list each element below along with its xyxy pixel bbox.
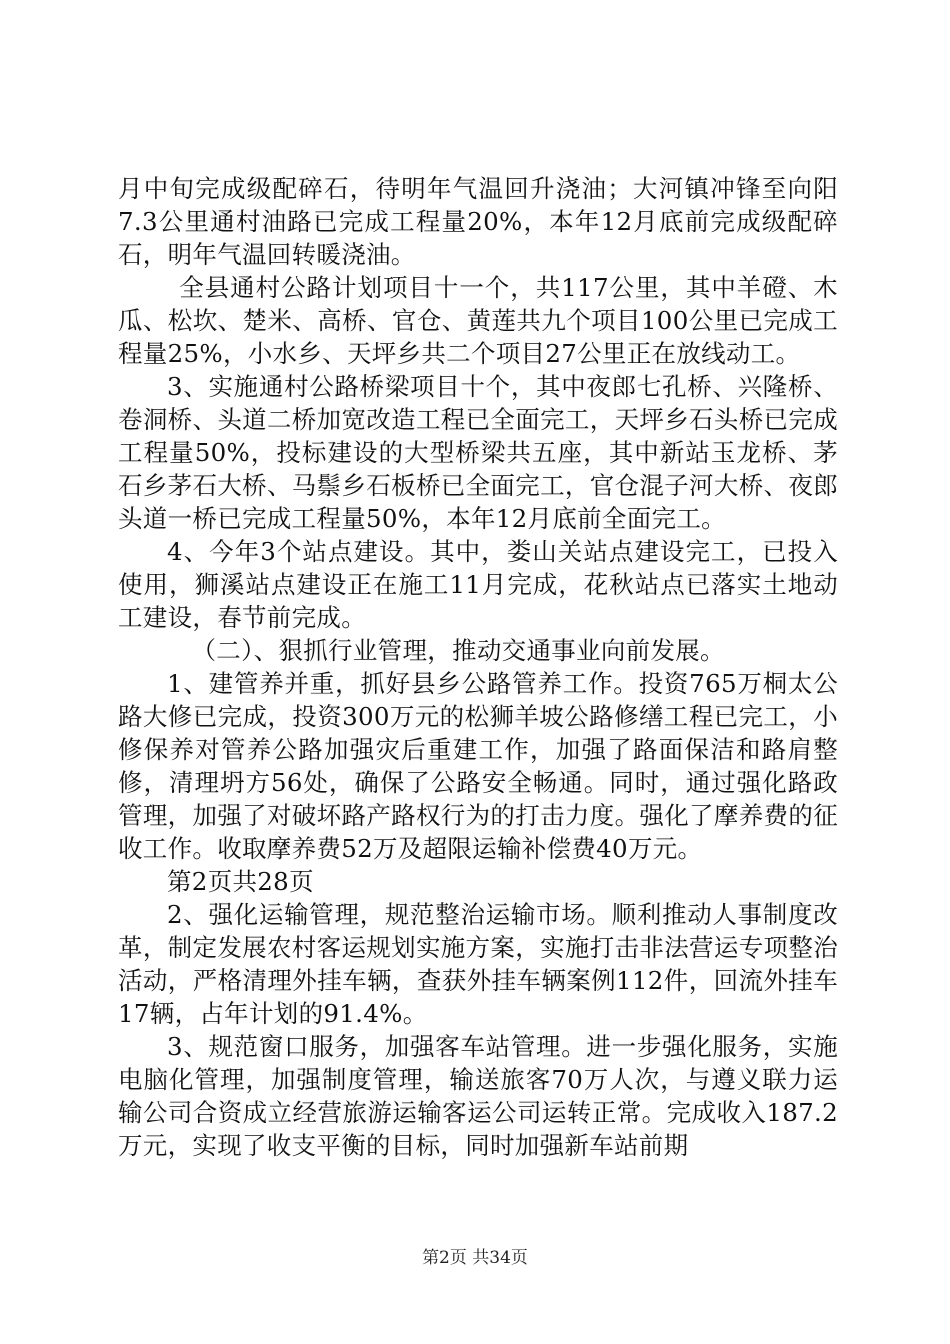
paragraph-4: 4、今年3个站点建设。其中，娄山关站点建设完工，已投入使用，狮溪站点建设正在施工11月完成，花秋站点已落实土地动工建设，春节前完成。	[118, 537, 838, 632]
paragraph-6: 2、强化运输管理，规范整治运输市场。顺利推动人事制度改革，制定发展农村客运规划实施方案，实施打击非法营运专项整治活动，严格清理外挂车辆，查获外挂车辆案例112件，回流外挂车17辆，占年计划的91.4%。	[118, 900, 838, 1028]
paragraph-5: 1、建管养并重，抓好县乡公路管养工作。投资765万桐太公路大修已完成，投资300万元的松狮羊坡公路修缮工程已完工，小修保养对管养公路加强灾后重建工作，加强了路面保洁和路肩整修，清理坍方56处，确保了公路安全畅通。同时，通过强化路政管理，加强了对破坏路产路权行为的打击力度。强化了摩养费的征收工作。收取摩养费52万及超限运输补偿费40万元。	[118, 669, 838, 863]
inline-page-marker: 第2页共28页	[167, 867, 314, 896]
paragraph-3: 3、实施通村公路桥梁项目十个，其中夜郎七孔桥、兴隆桥、卷洞桥、头道二桥加宽改造工程已全面完工，天坪乡石头桥已完成工程量50%，投标建设的大型桥梁共五座，其中新站玉龙桥、茅石乡茅石大桥、马鬃乡石板桥已全面完工，官仓混子河大桥、夜郎头道一桥已完成工程量50%，本年12月底前全面完工。	[118, 372, 838, 533]
page-footer: 第2页 共34页	[422, 1248, 528, 1268]
document-body	[118, 172, 838, 1162]
section-heading: （二）、狠抓行业管理，推动交通事业向前发展。	[191, 636, 725, 665]
paragraph-7: 3、规范窗口服务，加强客车站管理。进一步强化服务，实施电脑化管理，加强制度管理，输送旅客70万人次，与遵义联力运输公司合资成立经营旅游运输客运公司运转正常。完成收入187.2万元，实现了收支平衡的目标，同时加强新车站前期	[118, 1032, 838, 1160]
paragraph-2: 全县通村公路计划项目十一个，共117公里，其中羊磴、木瓜、松坎、楚米、高桥、官仓、黄莲共九个项目100公里已完成工程量25%，小水乡、天坪乡共二个项目27公里正在放线动工。	[118, 273, 838, 368]
paragraph-1: 月中旬完成级配碎石，待明年气温回升浇油；大河镇冲锋至向阳7.3公里通村油路已完成工程量20%，本年12月底前完成级配碎石，明年气温回转暖浇油。	[118, 174, 838, 269]
